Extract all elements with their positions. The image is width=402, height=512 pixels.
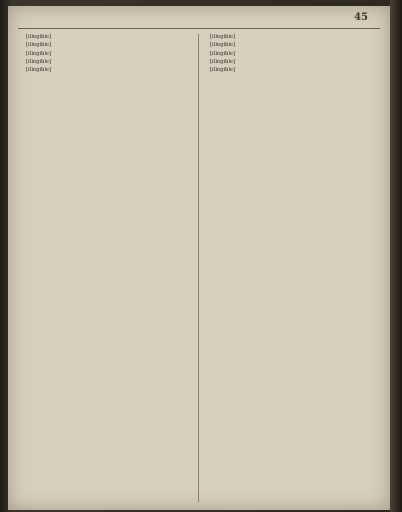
- paragraph: [illegible]: [26, 67, 52, 74]
- left-text-column: [20, 34, 192, 504]
- paragraph: [illegible]: [210, 50, 236, 57]
- column-divider: [198, 34, 199, 502]
- paragraph: [illegible]: [210, 42, 236, 49]
- book-page: [8, 6, 390, 510]
- paragraph: [illegible]: [26, 58, 52, 65]
- paragraph: [illegible]: [210, 67, 236, 74]
- paragraph: [illegible]: [210, 58, 236, 65]
- paragraph: [illegible]: [26, 34, 52, 40]
- paragraph: [illegible]: [26, 50, 52, 57]
- page-number: 45: [354, 12, 368, 23]
- book-spine-edge: [390, 0, 402, 512]
- header-rule: [18, 28, 380, 29]
- paragraph: [illegible]: [26, 42, 52, 49]
- right-text-column: [204, 34, 376, 504]
- paragraph: [illegible]: [210, 34, 236, 40]
